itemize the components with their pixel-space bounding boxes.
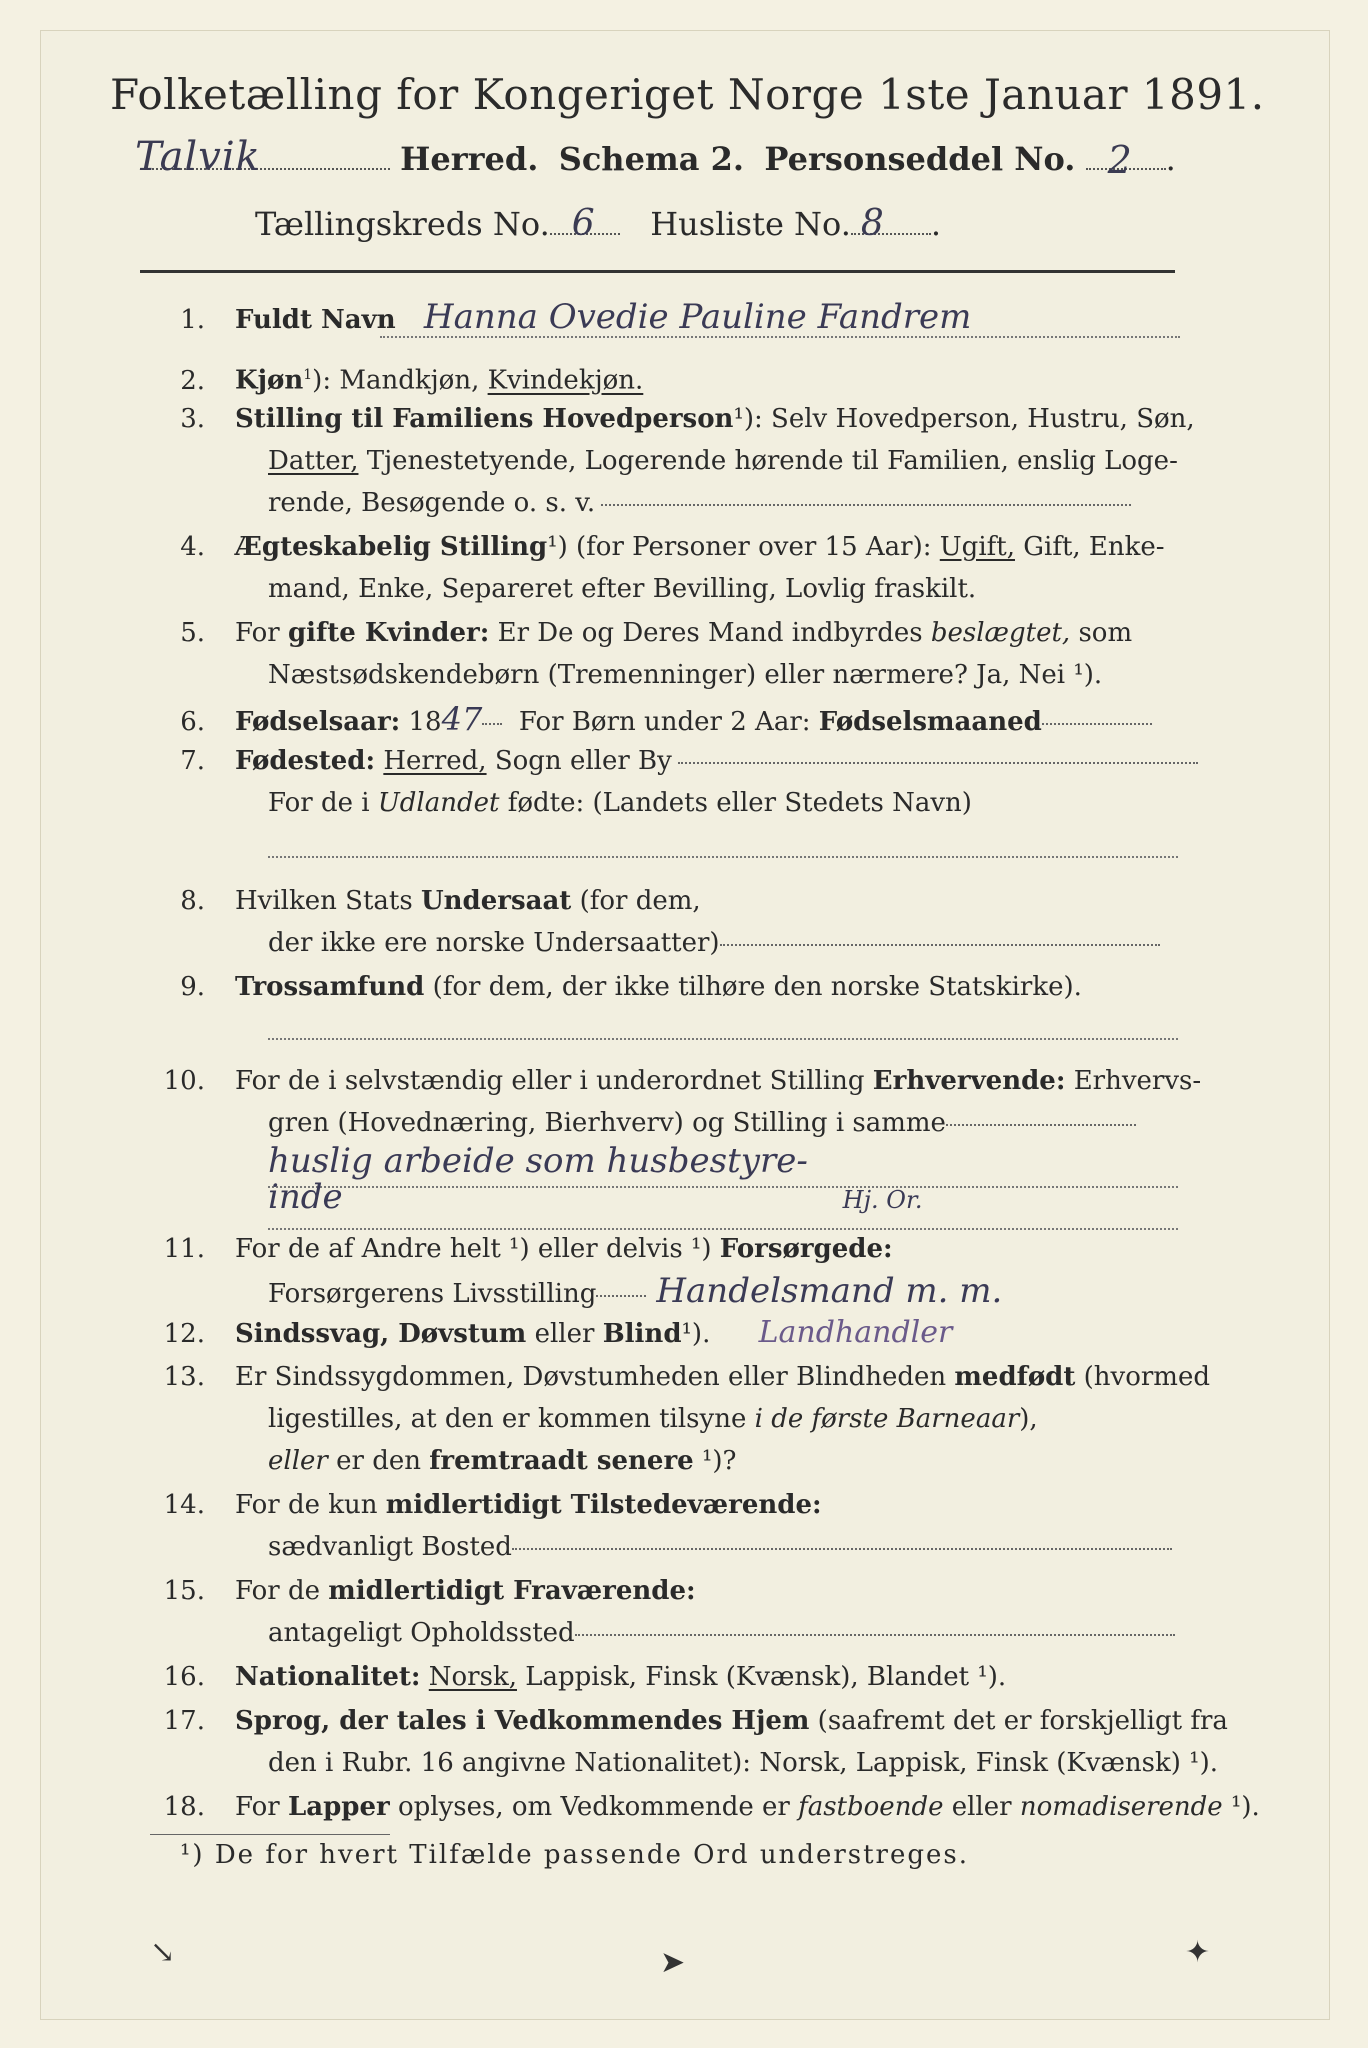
personseddel-number: 2 (1107, 138, 1133, 182)
margin-mark-right: ✦ (1185, 1935, 1211, 1970)
item-9: 9. Trossamfund (for dem, der ikke tilhøre den norske Statskirke). (180, 972, 1082, 1002)
full-name-value: Hanna Ovedie Pauline Fandrem (423, 297, 972, 337)
husliste-label: Husliste No. (650, 205, 851, 243)
occupation-value-2: inde (268, 1177, 343, 1217)
herred-label: Herred. (400, 140, 539, 178)
form-title: Folketælling for Kongeriget Norge 1ste Januar 1891. (110, 70, 1265, 119)
footnote-rule (150, 1834, 390, 1835)
personseddel-label: Personseddel No. (764, 140, 1076, 178)
name-dotline (380, 336, 1180, 338)
item-18: 18. For Lapper oplyses, om Vedkommende er fastboende eller nomadiserende ¹). (163, 1792, 1260, 1822)
occupation-note: Hj. Or. (842, 1186, 923, 1214)
item-12: 12. Sindssvag, Døvstum eller Blind¹). Landhandler (163, 1315, 953, 1350)
item-4: 4. Ægteskabelig Stilling¹) (for Personer over 15 Aar): Ugift, Gift, Enke- (180, 532, 1165, 562)
item-5: 5. For gifte Kvinder: Er De og Deres Mand indbyrdes beslægtet, som (180, 618, 1133, 648)
kreds-number: 6 (571, 203, 596, 244)
item-8: 8. Hvilken Stats Undersaat (for dem, (180, 886, 701, 916)
item-3: 3. Stilling til Familiens Hovedperson¹): Selv Hovedperson, Hustru, Søn, (180, 404, 1195, 434)
footnote: ¹) De for hvert Tilfælde passende Ord understreges. (180, 1840, 970, 1870)
margin-mark-left: ↘ (150, 1935, 176, 1970)
occupation-value-1: huslig arbeide som husbestyre- (268, 1141, 808, 1181)
item-14: 14. For de kun midlertidigt Tilstedeværende: (163, 1490, 822, 1520)
header-rule (140, 270, 1175, 273)
margin-mark-center: ➤ (660, 1945, 686, 1980)
item-7: 7. Fødested: Herred, Sogn eller By (140, 740, 1198, 782)
provider-occupation-value: Handelsmand m. m. (656, 1271, 1003, 1311)
item-2: 2. Kjøn$^1$): Mandkjøn, Kvindekjøn. (180, 365, 644, 396)
item-15: 15. For de midlertidigt Fraværende: (163, 1576, 696, 1606)
item-13: 13. Er Sindssygdommen, Døvstumheden eller Blindheden medfødt (hvormed (163, 1362, 1210, 1392)
herred-name: Talvik (135, 134, 261, 180)
kreds-label: Tællingskreds No. (255, 205, 550, 243)
item-11: 11. For de af Andre helt ¹) eller delvis ¹) Forsørgede: (163, 1234, 893, 1264)
schema-label: Schema 2. (558, 140, 745, 178)
header-row: Talvik Herred. Schema 2. Personseddel No. 2 . (135, 134, 1176, 182)
item-10: 10. For de i selvstændig eller i underordnet Stilling Erhvervende: Erhvervs- (163, 1066, 1202, 1096)
item-17: 17. Sprog, der tales i Vedkommendes Hjem (saafremt det er forskjelligt fra (163, 1706, 1228, 1736)
husliste-number: 8 (860, 203, 885, 244)
item-1: 1. Fuldt Navn Hanna Ovedie Pauline Fandrem (180, 297, 972, 337)
kreds-row: Tællingskreds No. 6 Husliste No. 8 . (255, 203, 942, 244)
item-6: 6. Fødselsaar: 1847 For Børn under 2 Aar: Fødselsmaaned (140, 698, 1152, 743)
birth-year-value: 47 (441, 700, 483, 738)
item-16: 16. Nationalitet: Norsk, Lappisk, Finsk (Kvænsk), Blandet ¹). (163, 1662, 1007, 1692)
provider-occupation-addition: Landhandler (758, 1315, 953, 1350)
